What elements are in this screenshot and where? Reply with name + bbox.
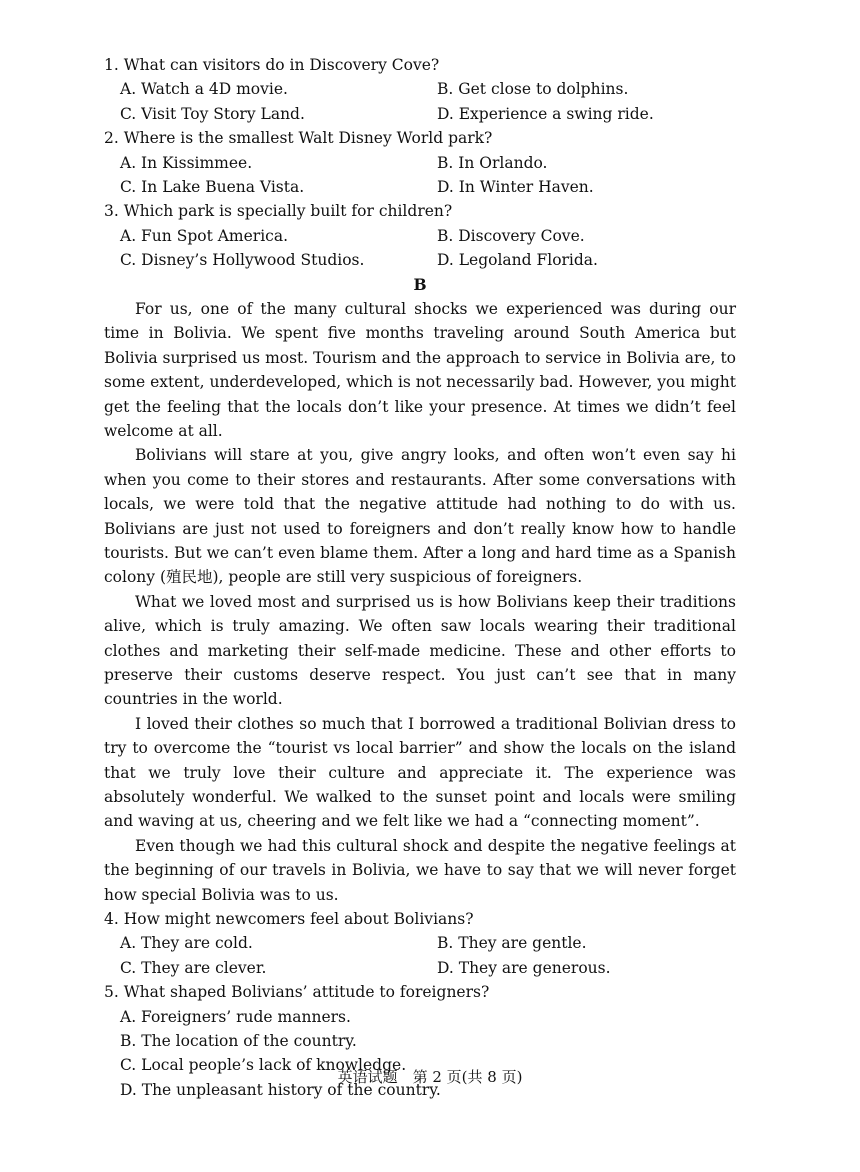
question-1-option-b: B. Get close to dolphins.	[437, 80, 629, 99]
question-4-options-row-2	[104, 956, 736, 980]
passage-paragraph-2: Bolivians will stare at you, give angry looks, and often won’t even say hi when you come to their stores and restaurants. After some conversations with locals, we were told that the negative attitude had nothing to do with us. Bolivians are just not used to foreigners and don’t really know how to handle tourists. But we can’t even blame them. After a long and hard time as a Spanish colony (殖民地), people are still very suspicious of foreigners.	[104, 446, 736, 587]
question-3-option-b: B. Discovery Cove.	[437, 226, 585, 245]
question-3-options-row-2	[104, 248, 736, 272]
question-2-options-row-2	[104, 175, 736, 199]
question-1-options-row-2	[104, 102, 736, 126]
question-1-option-c: C. Visit Toy Story Land.	[120, 104, 305, 123]
question-4-option-c: C. They are clever.	[120, 958, 267, 977]
question-1-option-a: A. Watch a 4D movie.	[120, 80, 288, 99]
question-3-option-d: D. Legoland Florida.	[437, 251, 598, 270]
question-4-option-b: B. They are gentle.	[437, 934, 587, 953]
question-3-option-a: A. Fun Spot America.	[120, 226, 289, 245]
question-4-options-row-1	[104, 931, 736, 955]
page-footer: 英语试题 第 2 页(共 8 页)	[337, 1068, 523, 1086]
question-2-options-row-1	[104, 151, 736, 175]
question-2-option-d: D. In Winter Haven.	[437, 177, 594, 196]
section-b-title: B	[413, 274, 427, 294]
question-2-option-a: A. In Kissimmee.	[120, 153, 253, 172]
question-5-option-a: A. Foreigners’ rude manners.	[120, 1007, 351, 1026]
question-1-stem: 1. What can visitors do in Discovery Cove?	[104, 56, 440, 74]
question-3-option-c: C. Disney’s Hollywood Studios.	[120, 251, 365, 270]
question-2-option-b: B. In Orlando.	[437, 153, 548, 172]
question-1-option-d: D. Experience a swing ride.	[437, 104, 654, 123]
question-5-option-d: D. The unpleasant history of the country.	[120, 1080, 441, 1099]
question-5-option-c: C. Local people’s lack of knowledge.	[120, 1056, 407, 1075]
question-5-stem: 5. What shaped Bolivians’ attitude to foreigners?	[104, 983, 490, 1002]
question-4-stem: 4. How might newcomers feel about Bolivians?	[104, 910, 474, 929]
question-3-stem: 3. Which park is specially built for children?	[104, 202, 453, 221]
question-4-option-a: A. They are cold.	[120, 934, 253, 953]
question-4-option-d: D. They are generous.	[437, 958, 611, 977]
passage-paragraph-3: What we loved most and surprised us is how Bolivians keep their traditions alive, which is truly amazing. We often saw locals wearing their traditional clothes and marketing their self-made medicine. These and other efforts to preserve their customs deserve respect. You just can’t see that in many countries in the world.	[104, 592, 736, 709]
question-3-options-row-1	[104, 224, 736, 248]
question-5-option-b: B. The location of the country.	[120, 1032, 357, 1051]
question-2-option-c: C. In Lake Buena Vista.	[120, 177, 305, 196]
passage-paragraph-4: I loved their clothes so much that I borrowed a traditional Bolivian dress to try to overcome the “tourist vs local barrier” and show the locals on the island that we truly love their culture and appreciate it. The experience was absolutely wonderful. We walked to the sunset point and locals were smiling and waving at us, cheering and we felt like we had a “connecting moment”.	[104, 714, 736, 831]
question-1-options-row-1	[104, 77, 736, 101]
passage-paragraph-1: For us, one of the many cultural shocks we experienced was during our time in Bolivia. We spent five months traveling around South America but Bolivia surprised us most. Tourism and the approach to service in Bolivia are, to some extent, underdeveloped, which is not necessarily bad. However, you might get the feeling that the locals don’t like your presence. At times we didn’t feel welcome at all.	[104, 299, 736, 440]
passage-paragraph-5: Even though we had this cultural shock and despite the negative feelings at the beginning of our travels in Bolivia, we have to say that we will never forget how special Bolivia was to us.	[104, 836, 736, 904]
exam-page	[104, 53, 736, 1102]
question-2-stem: 2. Where is the smallest Walt Disney World park?	[104, 129, 493, 148]
